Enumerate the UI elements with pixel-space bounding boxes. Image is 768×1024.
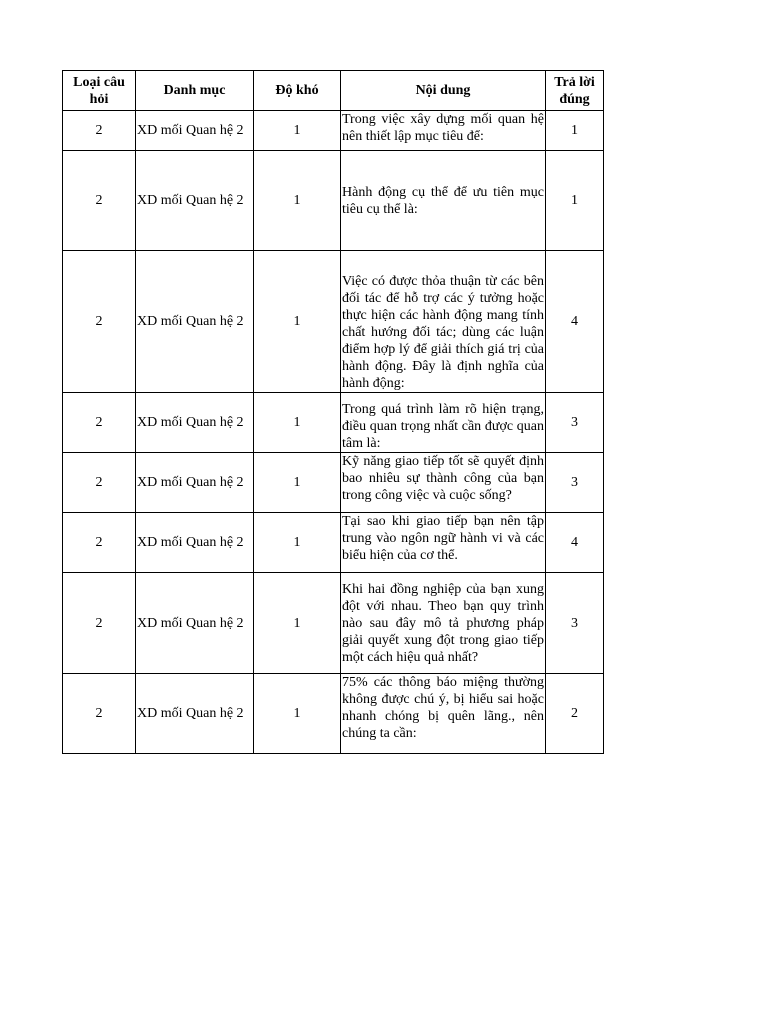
header-difficulty: Độ khó — [254, 71, 341, 111]
cell-answer: 4 — [546, 513, 604, 573]
cell-difficulty: 1 — [254, 513, 341, 573]
cell-category: XD mối Quan hệ 2 — [136, 393, 254, 453]
cell-answer: 3 — [546, 453, 604, 513]
cell-category: XD mối Quan hệ 2 — [136, 513, 254, 573]
header-content: Nội dung — [341, 71, 546, 111]
cell-answer: 3 — [546, 393, 604, 453]
cell-answer: 1 — [546, 111, 604, 151]
cell-type: 2 — [63, 393, 136, 453]
cell-category: XD mối Quan hệ 2 — [136, 151, 254, 251]
cell-difficulty: 1 — [254, 573, 341, 674]
cell-type: 2 — [63, 573, 136, 674]
cell-answer: 2 — [546, 674, 604, 754]
cell-difficulty: 1 — [254, 393, 341, 453]
cell-difficulty: 1 — [254, 453, 341, 513]
cell-content: Kỹ năng giao tiếp tốt sẽ quyết định bao nhiêu sự thành công của bạn trong công việc và cuộc sống? — [341, 453, 546, 513]
table-row — [63, 151, 604, 251]
cell-type: 2 — [63, 251, 136, 393]
cell-content: Việc có được thỏa thuận từ các bên đối tác để hỗ trợ các ý tưởng hoặc thực hiện các hành động mang tính chất hướng đối tác; dùng các luận điểm hợp lý để giải thích giá trị của hành động. Đây là định nghĩa của hành động: — [341, 251, 546, 393]
cell-content: Trong quá trình làm rõ hiện trạng, điều quan trọng nhất cần được quan tâm là: — [341, 393, 546, 453]
cell-content: Tại sao khi giao tiếp bạn nên tập trung vào ngôn ngữ hành vi và các biểu hiện của cơ thể. — [341, 513, 546, 573]
cell-category: XD mối Quan hệ 2 — [136, 674, 254, 754]
cell-type: 2 — [63, 513, 136, 573]
table-row — [63, 251, 604, 393]
header-category: Danh mục — [136, 71, 254, 111]
table-row — [63, 453, 604, 513]
table-row — [63, 573, 604, 674]
table-row — [63, 674, 604, 754]
cell-type: 2 — [63, 111, 136, 151]
cell-answer: 3 — [546, 573, 604, 674]
cell-content: Hành động cụ thể để ưu tiên mục tiêu cụ thể là: — [341, 151, 546, 251]
cell-type: 2 — [63, 453, 136, 513]
cell-type: 2 — [63, 674, 136, 754]
cell-answer: 4 — [546, 251, 604, 393]
table-row — [63, 393, 604, 453]
cell-difficulty: 1 — [254, 251, 341, 393]
table-row — [63, 513, 604, 573]
cell-category: XD mối Quan hệ 2 — [136, 111, 254, 151]
cell-content: Trong việc xây dựng mối quan hệ nên thiết lập mục tiêu để: — [341, 111, 546, 151]
cell-category: XD mối Quan hệ 2 — [136, 573, 254, 674]
cell-content: Khi hai đồng nghiệp của bạn xung đột với nhau. Theo bạn quy trình nào sau đây mô tả phương pháp giải quyết xung đột trong giao tiếp một cách hiệu quả nhất? — [341, 573, 546, 674]
cell-category: XD mối Quan hệ 2 — [136, 453, 254, 513]
cell-difficulty: 1 — [254, 674, 341, 754]
cell-type: 2 — [63, 151, 136, 251]
cell-difficulty: 1 — [254, 111, 341, 151]
header-row — [63, 71, 604, 111]
cell-difficulty: 1 — [254, 151, 341, 251]
table-row — [63, 111, 604, 151]
header-answer: Trả lời đúng — [546, 71, 604, 111]
cell-content: 75% các thông báo miệng thường không được chú ý, bị hiểu sai hoặc nhanh chóng bị quên lãng., nên chúng ta cần: — [341, 674, 546, 754]
question-table — [62, 70, 604, 754]
header-type: Loại câu hỏi — [63, 71, 136, 111]
cell-answer: 1 — [546, 151, 604, 251]
cell-category: XD mối Quan hệ 2 — [136, 251, 254, 393]
